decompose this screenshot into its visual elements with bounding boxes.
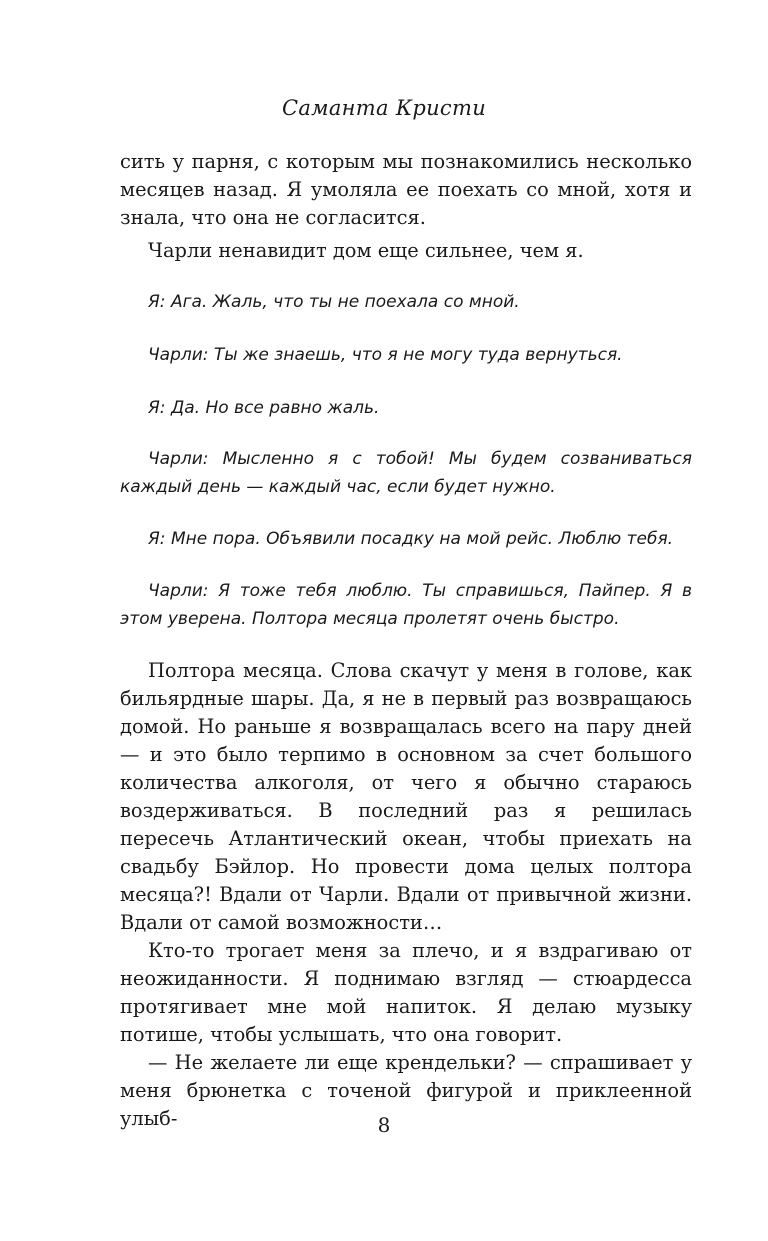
- body-text-top: [120, 148, 692, 265]
- chat-message-text: Я: Ага. Жаль, что ты не поехала со мной.: [148, 292, 520, 312]
- chat-message-4: [120, 445, 692, 501]
- chat-message-1: [120, 288, 692, 316]
- chat-message-text: Чарли: Ты же знаешь, что я не могу туда вернуться.: [148, 345, 623, 365]
- page-number: 8: [377, 1113, 391, 1137]
- paragraph: — Не желаете ли еще крендельки? — спрашивает у меня брюнетка с точеной фигурой и приклеенной улыб-: [120, 1051, 692, 1130]
- chat-message-6: [120, 577, 692, 633]
- body-text-bottom: [120, 657, 692, 1133]
- chat-message-text: Чарли: Мысленно я с тобой! Мы будем созваниваться каждый день — каждый час, если будет нужно.: [120, 449, 692, 497]
- chat-message-3: [120, 394, 692, 422]
- paragraph: Чарли ненавидит дом еще сильнее, чем я.: [148, 239, 584, 262]
- paragraph: Полтора месяца. Слова скачут у меня в голове, как бильярдные шары. Да, я не в первый раз возвращаюсь домой. Но раньше я возвращалась всего на пару дней — и это было терпимо в основном за счет большого количества алкоголя, от чего я обычно стараюсь воздерживаться. В последний раз я решилась пересечь Атлантический океан, чтобы приехать на свадьбу Бэйлор. Но провести дома целых полтора месяца?! Вдали от Чарли. Вдали от привычной жизни. Вдали от самой возможности…: [120, 659, 692, 934]
- running-head-author: Саманта Кристи: [281, 96, 487, 120]
- chat-message-text: Я: Мне пора. Объявили посадку на мой рейс. Люблю тебя.: [148, 529, 674, 549]
- chat-message-5: [120, 525, 692, 553]
- paragraph-continuation: сить у парня, с которым мы познакомились несколько месяцев назад. Я умоляла ее поехать со мной, хотя и знала, что она не согласится.: [120, 150, 692, 229]
- chat-message-text: Я: Да. Но все равно жаль.: [148, 398, 380, 418]
- chat-message-text: Чарли: Я тоже тебя люблю. Ты справишься, Пайпер. Я в этом уверена. Полтора месяца пролетят очень быстро.: [120, 581, 692, 629]
- chat-message-2: [120, 341, 692, 369]
- paragraph: Кто-то трогает меня за плечо, и я вздрагиваю от неожиданности. Я поднимаю взгляд — стюардесса протягивает мне мой напиток. Я делаю музыку потише, чтобы услышать, что она говорит.: [120, 939, 692, 1046]
